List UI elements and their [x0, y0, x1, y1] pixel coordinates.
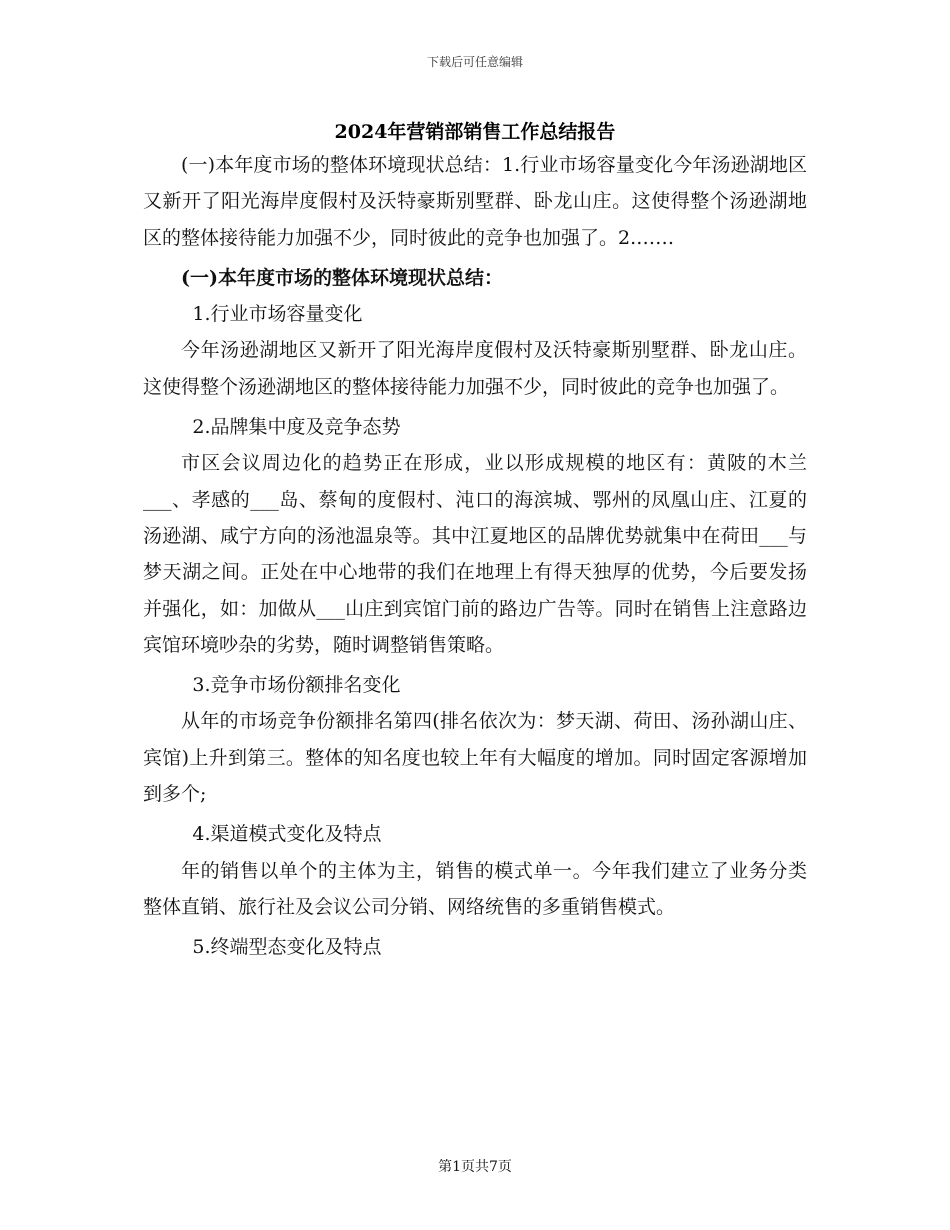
paragraph-market-share: 从年的市场竞争份额排名第四(排名依次为：梦天湖、荷田、汤孙湖山庄、宾馆)上升到第三。整体的知名度也较上年有大幅度的增加。同时固定客源增加到多个; — [143, 710, 807, 806]
paragraph-brand-concentration: 市区会议周边化的趋势正在形成，业以形成规模的地区有：黄陂的木兰___、孝感的___岛、蔡甸的度假村、沌口的海滨城、鄂州的凤凰山庄、江夏的汤逊湖、咸宁方向的汤池温泉等。其中江夏地区的品牌优势就集中在荷田___与梦天湖之间。正处在中心地带的我们在地理上有得天独厚的优势，今后要发扬并强化，如：加做从___山庄到宾馆门前的路边广告等。同时在销售上注意路边宾馆环境吵杂的劣势，随时调整销售策略。 — [143, 452, 807, 656]
document-title: 2024年营销部销售工作总结报告 — [334, 121, 616, 143]
subheading-terminal-form: 5.终端型态变化及特点 — [192, 936, 382, 959]
paragraph-market-capacity: 今年汤逊湖地区又新开了阳光海岸度假村及沃特豪斯别墅群、卧龙山庄。这使得整个汤逊湖地区的整体接待能力加强不少，同时彼此的竞争也加强了。 — [143, 339, 807, 398]
document-body — [143, 147, 807, 966]
subheading-channel-mode: 4.渠道模式变化及特点 — [192, 823, 382, 846]
subheading-brand-concentration: 2.品牌集中度及竞争态势 — [192, 416, 401, 439]
subheading-market-share: 3.竞争市场份额排名变化 — [192, 674, 401, 697]
page-header-note: 下载后可任意编辑 — [426, 55, 523, 69]
page-number: 第1页共7页 — [438, 1159, 512, 1175]
section-heading: (一)本年度市场的整体环境现状总结： — [181, 266, 503, 289]
paragraph-channel-mode: 年的销售以单个的主体为主，销售的模式单一。今年我们建立了业务分类整体直销、旅行社及会议公司分销、网络统售的多重销售模式。 — [143, 859, 807, 918]
summary-paragraph: (一)本年度市场的整体环境现状总结：1.行业市场容量变化今年汤逊湖地区又新开了阳光海岸度假村及沃特豪斯别墅群、卧龙山庄。这使得整个汤逊湖地区的整体接待能力加强不少，同时彼此的竞争也加强了。2.…… — [143, 154, 807, 249]
subheading-market-capacity: 1.行业市场容量变化 — [192, 303, 363, 326]
